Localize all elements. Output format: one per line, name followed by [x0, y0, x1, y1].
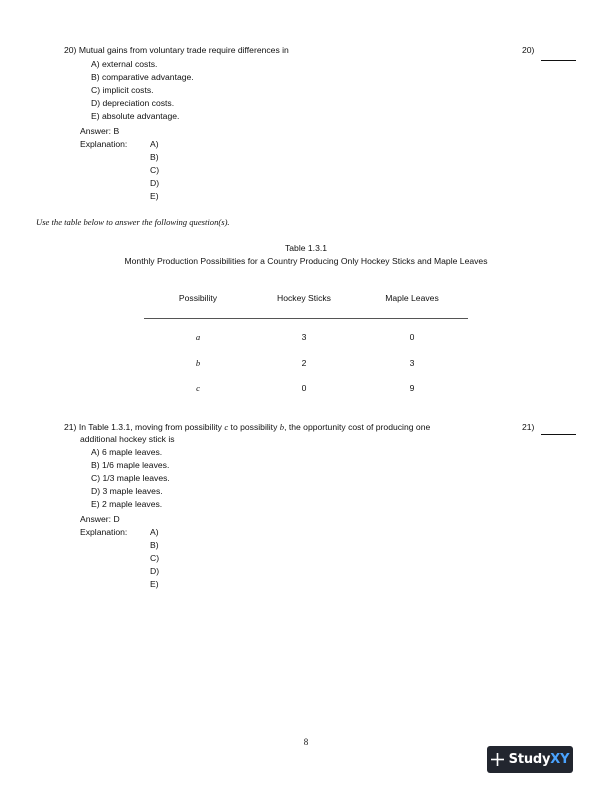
answer-blank-21[interactable] [541, 434, 576, 435]
question-20-stem [64, 44, 289, 56]
explanation-label: Explanation: [80, 527, 128, 537]
question-text-part2: to possibility [228, 422, 280, 432]
option-d: D) 3 maple leaves. [91, 486, 163, 496]
cell-hockey-sticks: 2 [301, 358, 307, 368]
possibility-var-c: c [224, 422, 229, 432]
answer-line [80, 125, 119, 137]
cell-hockey-sticks: 3 [301, 332, 307, 342]
header-hockey-sticks: Hockey Sticks [277, 293, 331, 303]
explanation-b: B) [150, 152, 159, 162]
plus-icon [491, 753, 504, 766]
explanation-b: B) [150, 540, 159, 550]
answer-label: Answer: [80, 126, 112, 136]
table-title: Table 1.3.1 [284, 243, 328, 253]
explanation-c: C) [150, 165, 160, 175]
option-c: C) 1/3 maple leaves. [91, 473, 170, 483]
header-possibility: Possibility [178, 293, 218, 303]
option-c: C) implicit costs. [91, 85, 154, 95]
margin-number-21: 21) [522, 422, 535, 432]
question-21-stem [64, 421, 430, 433]
cell-possibility: c [196, 383, 200, 393]
header-maple-leaves: Maple Leaves [385, 293, 439, 303]
instruction-text: Use the table below to answer the following question(s). [36, 217, 230, 227]
cell-possibility: b [195, 358, 201, 368]
option-b: B) comparative advantage. [91, 72, 194, 82]
table-header-rule [144, 318, 468, 319]
cell-possibility: a [195, 332, 201, 342]
explanation-label: Explanation: [80, 139, 128, 149]
explanation-e: E) [150, 579, 159, 589]
logo-text-main: Study [508, 752, 551, 767]
answer-label: Answer: [80, 514, 112, 524]
logo-text-accent: XY [550, 752, 570, 767]
option-a: A) 6 maple leaves. [91, 447, 163, 457]
answer-line [80, 513, 120, 525]
option-e: E) absolute advantage. [91, 111, 180, 121]
answer-blank-20[interactable] [541, 60, 576, 61]
possibility-var-b: b [279, 422, 285, 432]
option-b: B) 1/6 maple leaves. [91, 460, 170, 470]
question-text: Mutual gains from voluntary trade require differences in [78, 45, 289, 55]
logo-text [509, 752, 570, 767]
explanation-d: D) [150, 566, 160, 576]
explanation-e: E) [150, 191, 159, 201]
question-text-part3: , the opportunity cost of producing one [284, 422, 431, 432]
option-d: D) depreciation costs. [91, 98, 175, 108]
explanation-a: A) [150, 527, 159, 537]
cell-maple-leaves: 3 [409, 358, 415, 368]
cell-maple-leaves: 9 [409, 383, 415, 393]
table-subtitle: Monthly Production Possibilities for a Country Producing Only Hockey Sticks and Maple Leaves [124, 256, 488, 266]
option-e: E) 2 maple leaves. [91, 499, 163, 509]
question-text-part1: In Table 1.3.1, moving from possibility [78, 422, 225, 432]
studyxy-logo[interactable] [487, 746, 573, 773]
answer-value: D [113, 514, 120, 524]
explanation-c: C) [150, 553, 160, 563]
question-21-stem-line2: additional hockey stick is [80, 434, 175, 444]
explanation-a: A) [150, 139, 159, 149]
cell-hockey-sticks: 0 [301, 383, 307, 393]
page-number: 8 [303, 737, 309, 747]
answer-value: B [113, 126, 120, 136]
option-a: A) external costs. [91, 59, 158, 69]
margin-number-20: 20) [522, 45, 535, 55]
question-number: 21) [64, 422, 77, 432]
cell-maple-leaves: 0 [409, 332, 415, 342]
question-number: 20) [64, 45, 77, 55]
explanation-d: D) [150, 178, 160, 188]
